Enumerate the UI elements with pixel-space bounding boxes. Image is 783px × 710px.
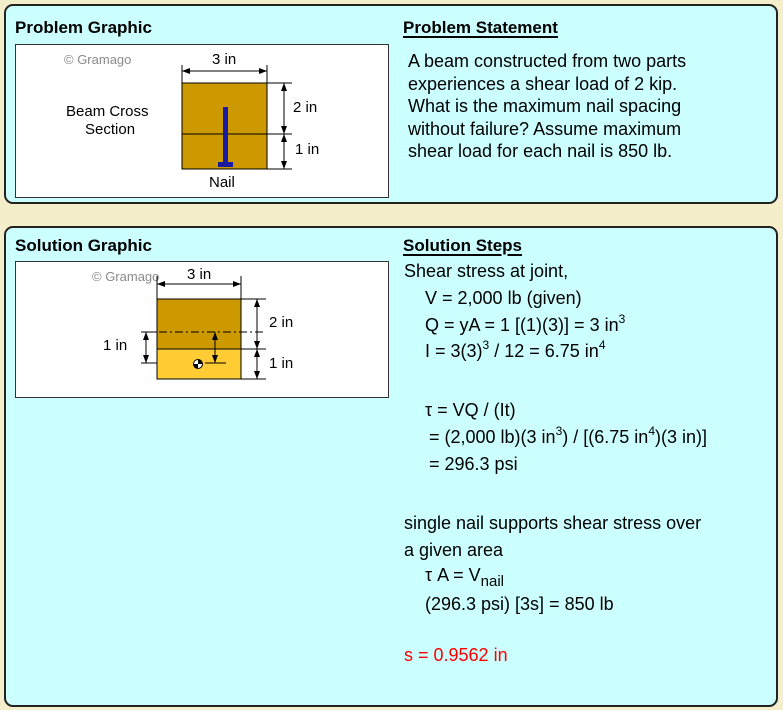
arrowhead xyxy=(254,299,260,307)
answer: s = 0.9562 in xyxy=(404,645,508,665)
arrowhead xyxy=(143,332,149,340)
arrowhead xyxy=(157,281,165,287)
y-distance-label: 1 in xyxy=(103,337,128,354)
statement-line: shear load for each nail is 850 lb. xyxy=(408,141,673,161)
statement-line: experiences a shear load of 2 kip. xyxy=(408,73,678,94)
cross-section-label: Section xyxy=(85,121,136,138)
arrowhead xyxy=(254,371,260,379)
statement-line: without failure? Assume maximum xyxy=(408,118,682,139)
problem-beam-diagram xyxy=(16,45,390,199)
step-intro: Shear stress at joint, xyxy=(404,261,569,281)
arrowhead xyxy=(259,68,267,74)
width-label: 3 in xyxy=(212,51,237,68)
top-height-label: 2 in xyxy=(293,99,318,116)
beam-top-part xyxy=(157,299,241,349)
arrowhead xyxy=(143,355,149,363)
arrowhead xyxy=(254,349,260,357)
problem-graphic-title: Problem Graphic xyxy=(15,18,152,37)
arrowhead xyxy=(281,134,287,142)
watermark: © Gramago xyxy=(64,52,132,67)
solution-graphic xyxy=(15,261,389,398)
nail-shank xyxy=(223,107,228,162)
nail-label: Nail xyxy=(209,174,235,191)
arrowhead xyxy=(233,281,241,287)
arrowhead xyxy=(182,68,190,74)
bottom-height-label: 1 in xyxy=(295,141,320,158)
problem-statement-title: Problem Statement xyxy=(403,18,558,37)
bottom-height-label: 1 in xyxy=(269,355,294,372)
step-nail-text: a given area xyxy=(404,540,504,560)
width-label: 3 in xyxy=(187,266,212,283)
statement-line: What is the maximum nail spacing xyxy=(408,96,682,116)
problem-panel xyxy=(4,4,778,204)
step-nail-equation: τ $A = V_{nail}$ xyxy=(425,565,505,590)
statement-line: A beam constructed from two parts xyxy=(408,51,687,71)
solution-steps-title: Solution Steps xyxy=(403,236,522,255)
solution-graphic-title: Solution Graphic xyxy=(15,236,152,255)
step-nail-text: single nail supports shear stress over xyxy=(404,513,702,533)
step-shear-force: V = 2,000 lb (given) xyxy=(425,288,582,308)
problem-graphic xyxy=(15,44,389,198)
arrowhead xyxy=(281,126,287,134)
step-spacing-equation: (296.3 psi) [3s] = 850 lb xyxy=(425,594,614,614)
arrowhead xyxy=(281,83,287,91)
step-shear-substitution: = (2,000 lb)(3 $in^3) / [(6.75$ $in^4)(3$ in)] xyxy=(429,424,708,447)
nail-head xyxy=(218,162,233,167)
solution-panel xyxy=(4,226,778,707)
step-moment-of-inertia: $I = 3(3)^3 / 12 = 6.75$ $in^4$ xyxy=(425,338,606,361)
arrowhead xyxy=(254,341,260,349)
watermark: © Gramago xyxy=(92,269,160,284)
step-first-moment: Q = yA = 1 [(1)(3)] = 3 $in^3$ xyxy=(425,312,626,335)
cross-section-label: Beam Cross xyxy=(66,103,149,120)
step-shear-formula: τ = VQ / (It) xyxy=(425,400,516,420)
top-height-label: 2 in xyxy=(269,314,294,331)
problem-statement xyxy=(408,50,758,163)
step-shear-result: = 296.3 psi xyxy=(429,454,518,474)
arrowhead xyxy=(281,161,287,169)
